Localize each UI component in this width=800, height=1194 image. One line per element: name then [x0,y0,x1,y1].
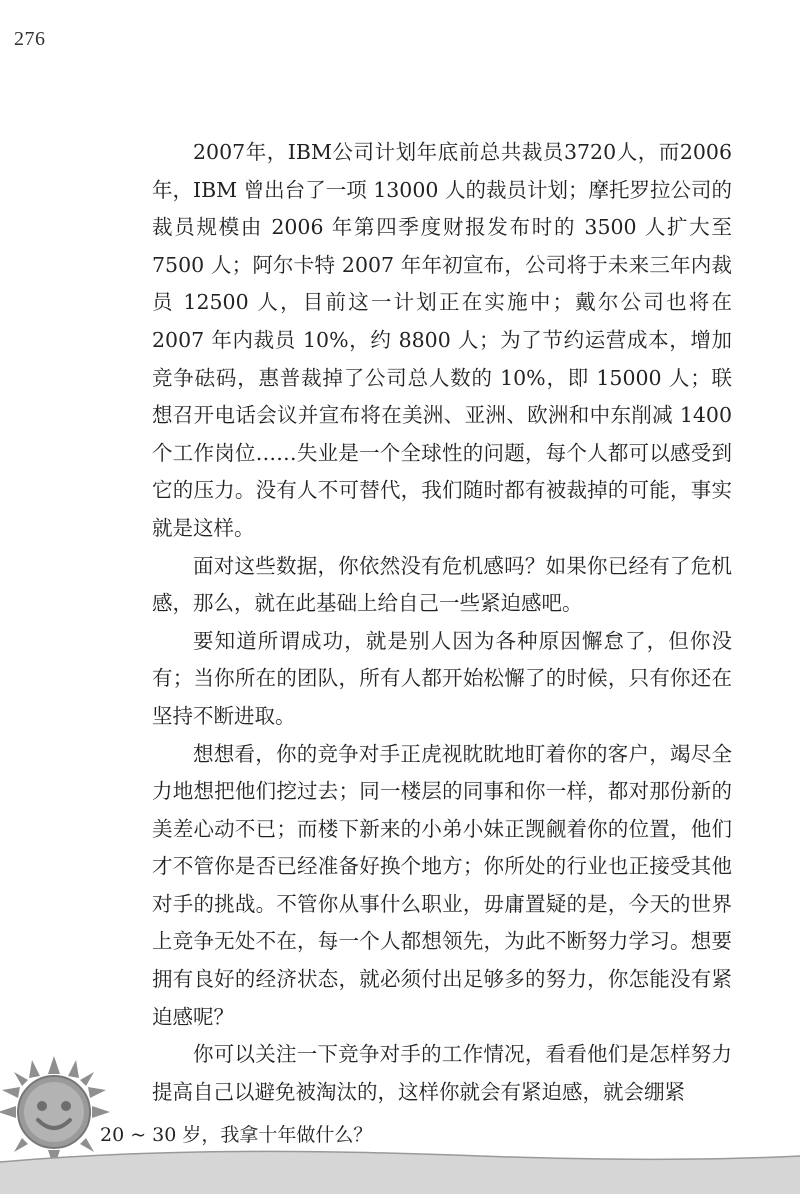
running-footer-title: 20 ~ 30 岁，我拿十年做什么？ [100,1124,373,1146]
paragraph-3: 要知道所谓成功，就是别人因为各种原因懈怠了，但你没有；当你所在的团队，所有人都开始松懈了的时候，只有你还在坚持不断进取。 [152,628,732,728]
body-text [152,134,732,1111]
paragraph-2: 面对这些数据，你依然没有危机感吗？如果你已经有了危机感，那么，就在此基础上给自己一些紧迫感吧。 [152,553,732,616]
paragraph-1: 2007年，IBM公司计划年底前总共裁员3720人，而2006年，IBM 曾出台了一项 13000 人的裁员计划；摩托罗拉公司的裁员规模由 2006 年第四季度财报发布时的 3500 人扩大至 7500 人；阿尔卡特 2007 年年初宣布，公司将于未来三年内裁员 12500 人，目前这一计划正在实施中；戴尔公司也将在 2007 年内裁员 10%，约 8800 人；为了节约运营成本，增加竞争砝码，惠普裁掉了公司总人数的 10%，即 15000 人；联想召开电话会议并宣布将在美洲、亚洲、欧洲和中东削减 1400 个工作岗位……失业是一个全球性的问题，每个人都可以感受到它的压力。没有人不可替代，我们随时都有被裁掉的可能，事实就是这样。 [152,140,732,540]
page-number: 276 [14,28,46,50]
paragraph-4: 想想看，你的竞争对手正虎视眈眈地盯着你的客户，竭尽全力地想把他们挖过去；同一楼层的同事和你一样，都对那份新的美差心动不已；而楼下新来的小弟小妹正觊觎着你的位置，他们才不管你是否已经准备好换个地方；你所处的行业也正接受其他对手的挑战。不管你从事什么职业，毋庸置疑的是，今天的世界上竞争无处不在，每一个人都想领先，为此不断努力学习。想要拥有良好的经济状态，就必须付出足够多的努力，你怎能没有紧迫感呢？ [152,741,732,1029]
paragraph-5: 你可以关注一下竞争对手的工作情况，看看他们是怎样努力提高自己以避免被淘汰的，这样你就会有紧迫感，就会绷紧 [152,1042,732,1104]
